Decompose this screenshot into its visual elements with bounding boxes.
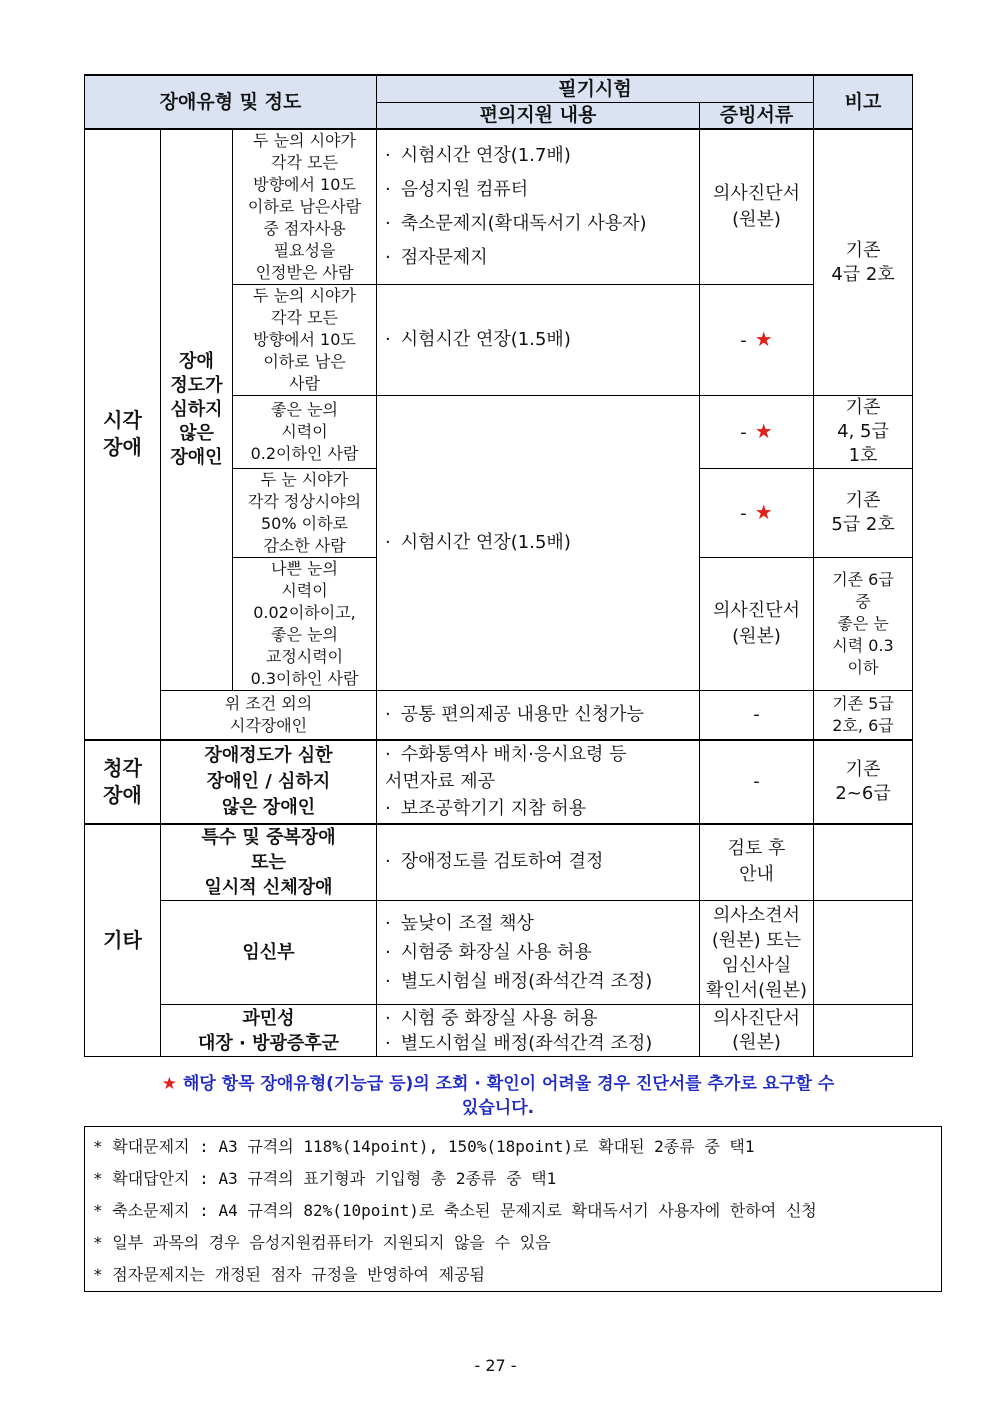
visual-documents-1: 의사진단서 (원본)	[700, 129, 814, 285]
visual-condition-4: 두 눈 시야가 각각 정상시야의 50% 이하로 감소한 사람	[233, 469, 377, 558]
other-remarks-1	[814, 824, 913, 901]
other-condition-3: 과민성 대장 · 방광증후군	[161, 1005, 377, 1057]
star-icon: ★	[754, 419, 773, 443]
visual-remarks-6: 기존 5급 2호, 6급	[814, 691, 913, 740]
support-item: · 음성지원 컴퓨터	[379, 173, 697, 207]
support-item: · 점자문제지	[379, 241, 697, 275]
star-icon: ★	[754, 500, 773, 524]
star-note-text: 해당 항목 장애유형(기능급 등)의 조회 · 확인이 어려울 경우 진단서를 추가로 요구할 수 있습니다.	[182, 1074, 835, 1118]
hearing-condition: 장애정도가 심한 장애인 / 심하지 않은 장애인	[161, 740, 377, 824]
other-documents-1: 검토 후 안내	[700, 824, 814, 901]
visual-support-6	[377, 691, 700, 740]
header-documents: 증빙서류	[700, 102, 814, 129]
visual-condition-1: 두 눈의 시야가 각각 모든 방향에서 10도 이하로 남은사람 중 점자사용 필요성을 인정받은 사람	[233, 129, 377, 285]
support-item: · 시험시간 연장(1.5배)	[379, 328, 697, 352]
visual-remarks-4: 기존 5급 2호	[814, 469, 913, 558]
support-item: · 시험중 화장실 사용 허용	[379, 938, 697, 967]
visual-documents-4: - ★	[700, 469, 814, 558]
other-label: 기타	[85, 824, 161, 1057]
hearing-support	[377, 740, 700, 824]
visual-condition-6: 위 조건 외의 시각장애인	[161, 691, 377, 740]
star-icon: ★	[161, 1074, 177, 1094]
accommodation-table	[84, 74, 913, 1057]
footnote: * 일부 과목의 경우 음성지원컴퓨터가 지원되지 않을 수 있음	[93, 1233, 551, 1252]
visual-remarks-3: 기존 4, 5급 1호	[814, 396, 913, 469]
hearing-documents: -	[700, 740, 814, 824]
footnote: * 축소문제지 : A4 규격의 82%(10point)로 축소된 문제지로 확대독서기 사용자에 한하여 신청	[93, 1201, 817, 1220]
support-item: · 보조공학기기 지참 허용	[379, 795, 697, 822]
star-note	[84, 1072, 912, 1120]
header-disability-type: 장애유형 및 정도	[85, 75, 377, 129]
visual-remarks-5: 기존 6급 중 좋은 눈 시력 0.3 이하	[814, 558, 913, 691]
support-item: · 시험 중 화장실 사용 허용	[379, 1006, 697, 1031]
visual-sublabel: 장애 정도가 심하지 않은 장애인	[161, 129, 233, 691]
visual-condition-3: 좋은 눈의 시력이 0.2이하인 사람	[233, 396, 377, 469]
support-item: · 별도시험실 배정(좌석간격 조정)	[379, 1031, 697, 1056]
visual-support-shared	[377, 396, 700, 691]
visual-label: 시각 장애	[85, 129, 161, 740]
other-support-3	[377, 1005, 700, 1057]
visual-condition-2: 두 눈의 시야가 각각 모든 방향에서 10도 이하로 남은 사람	[233, 285, 377, 396]
other-documents-2: 의사소견서 (원본) 또는 임신사실 확인서(원본)	[700, 901, 814, 1005]
visual-remarks-shared: 기존 4급 2호	[814, 129, 913, 396]
visual-support-2	[377, 285, 700, 396]
visual-support-1	[377, 129, 700, 285]
support-item: · 수화통역사 배치·응시요령 등 서면자료 제공	[379, 741, 697, 795]
page-number: - 27 -	[474, 1356, 517, 1375]
support-item: · 시험시간 연장(1.5배)	[379, 531, 697, 555]
header-remarks: 비고	[814, 75, 913, 129]
other-support-1	[377, 824, 700, 901]
support-item: · 공통 편의제공 내용만 신청가능	[379, 703, 697, 727]
footnote: * 점자문제지는 개정된 점자 규정을 반영하여 제공됨	[93, 1265, 486, 1284]
footnote: * 확대답안지 : A3 규격의 표기형과 기입형 총 2종류 중 택1	[93, 1169, 557, 1188]
header-support-content: 편의지원 내용	[377, 102, 700, 129]
hearing-label: 청각 장애	[85, 740, 161, 824]
support-item: · 별도시험실 배정(좌석간격 조정)	[379, 967, 697, 996]
other-remarks-3	[814, 1005, 913, 1057]
star-icon: ★	[754, 327, 773, 351]
support-item: · 축소문제지(확대독서기 사용자)	[379, 207, 697, 241]
hearing-remarks: 기존 2~6급	[814, 740, 913, 824]
support-item: · 장애정도를 검토하여 결정	[379, 850, 697, 874]
other-condition-1: 특수 및 중복장애 또는 일시적 신체장애	[161, 824, 377, 901]
footnote: * 확대문제지 : A3 규격의 118%(14point), 150%(18point)로 확대된 2종류 중 택1	[93, 1137, 755, 1156]
visual-documents-6: -	[700, 691, 814, 740]
visual-documents-2: - ★	[700, 285, 814, 396]
support-item: · 높낮이 조절 책상	[379, 909, 697, 938]
visual-condition-5: 나쁜 눈의 시력이 0.02이하이고, 좋은 눈의 교정시력이 0.3이하인 사람	[233, 558, 377, 691]
other-documents-3: 의사진단서 (원본)	[700, 1005, 814, 1057]
other-remarks-2	[814, 901, 913, 1005]
visual-documents-5: 의사진단서 (원본)	[700, 558, 814, 691]
other-support-2	[377, 901, 700, 1005]
footnote-box	[84, 1126, 942, 1292]
support-item: · 시험시간 연장(1.7배)	[379, 139, 697, 173]
visual-documents-3: - ★	[700, 396, 814, 469]
header-written-exam: 필기시험	[377, 75, 814, 102]
other-condition-2: 임신부	[161, 901, 377, 1005]
